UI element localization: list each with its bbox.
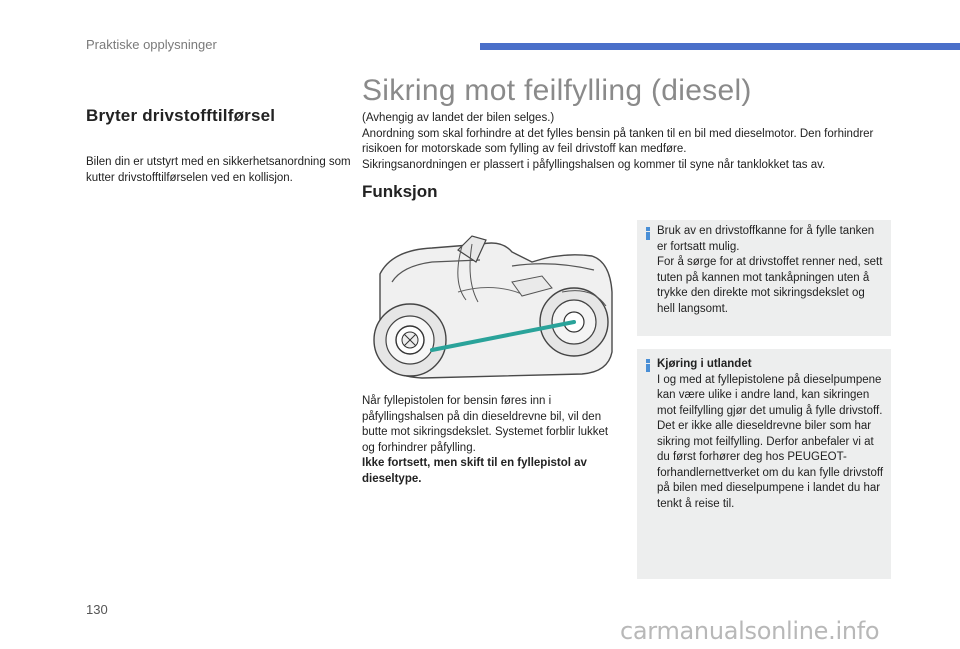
info-box-fuel-can — [637, 220, 891, 336]
fuel-filler-illustration — [362, 222, 622, 384]
page-title: Sikring mot feilfylling (diesel) — [362, 74, 752, 107]
function-heading: Funksjon — [362, 182, 438, 201]
info-marker-icon — [646, 359, 650, 372]
left-heading: Bryter drivstofftilførsel — [86, 106, 276, 125]
info-line: Det er ikke alle dieseldrevne biler som har sikring mot feilfylling. Derfor anbefaler vi at du først forhører deg hos PEUGEOT-forhandlernettverket om du kan fylle drivstoff på bilen med dieselpumpene i landet du har tenkt å reise til. — [657, 420, 884, 510]
intro-line: Sikringsanordningen er plassert i påfyllingshalsen og kommer til syne når tanklokket tas av. — [362, 158, 826, 171]
intro-text — [362, 111, 892, 173]
left-body: Bilen din er utstyrt med en sikkerhetsanordning som kutter drivstofftilførselen ved en kollisjon. — [86, 156, 351, 184]
intro-line: Anordning som skal forhindre at det fylles bensin på tanken til en bil med dieselmotor. Den forhindrer risikoen for motorskade som fylling av feil drivstoff kan medføre. — [362, 127, 874, 155]
info-line: I og med at fyllepistolene på dieselpumpene kan være ulike i andre land, kan sikringen mot feilfylling gjør det umulig å fylle drivstoff. — [657, 373, 883, 417]
function-text — [362, 394, 624, 487]
info-box-abroad — [637, 349, 891, 579]
page-number: 130 — [86, 602, 108, 617]
header-accent-bar — [480, 43, 960, 50]
info-marker-icon — [646, 227, 650, 240]
function-warning: Ikke fortsett, men skift til en fyllepistol av dieseltype. — [362, 457, 587, 485]
intro-line: (Avhengig av landet der bilen selges.) — [362, 112, 555, 124]
info-line: For å sørge for at drivstoffet renner ned, sett tuten på kannen mot tankåpningen uten å trykke den direkte mot sikringsdekslet og hell langsomt. — [657, 256, 883, 315]
watermark: carmanualsonline.info — [620, 617, 880, 645]
info-line: Bruk av en drivstoffkanne for å fylle tanken er fortsatt mulig. — [657, 225, 875, 253]
info-box-title: Kjøring i utlandet — [657, 358, 752, 370]
function-paragraph: Når fyllepistolen for bensin føres inn i påfyllingshalsen på din dieseldrevne bil, vil den butte mot sikringsdekslet. Systemet forblir lukket og forhindrer påfylling. — [362, 395, 609, 454]
section-label: Praktiske opplysninger — [86, 37, 217, 52]
info-box-text — [657, 224, 885, 317]
info-box-text — [657, 357, 885, 512]
